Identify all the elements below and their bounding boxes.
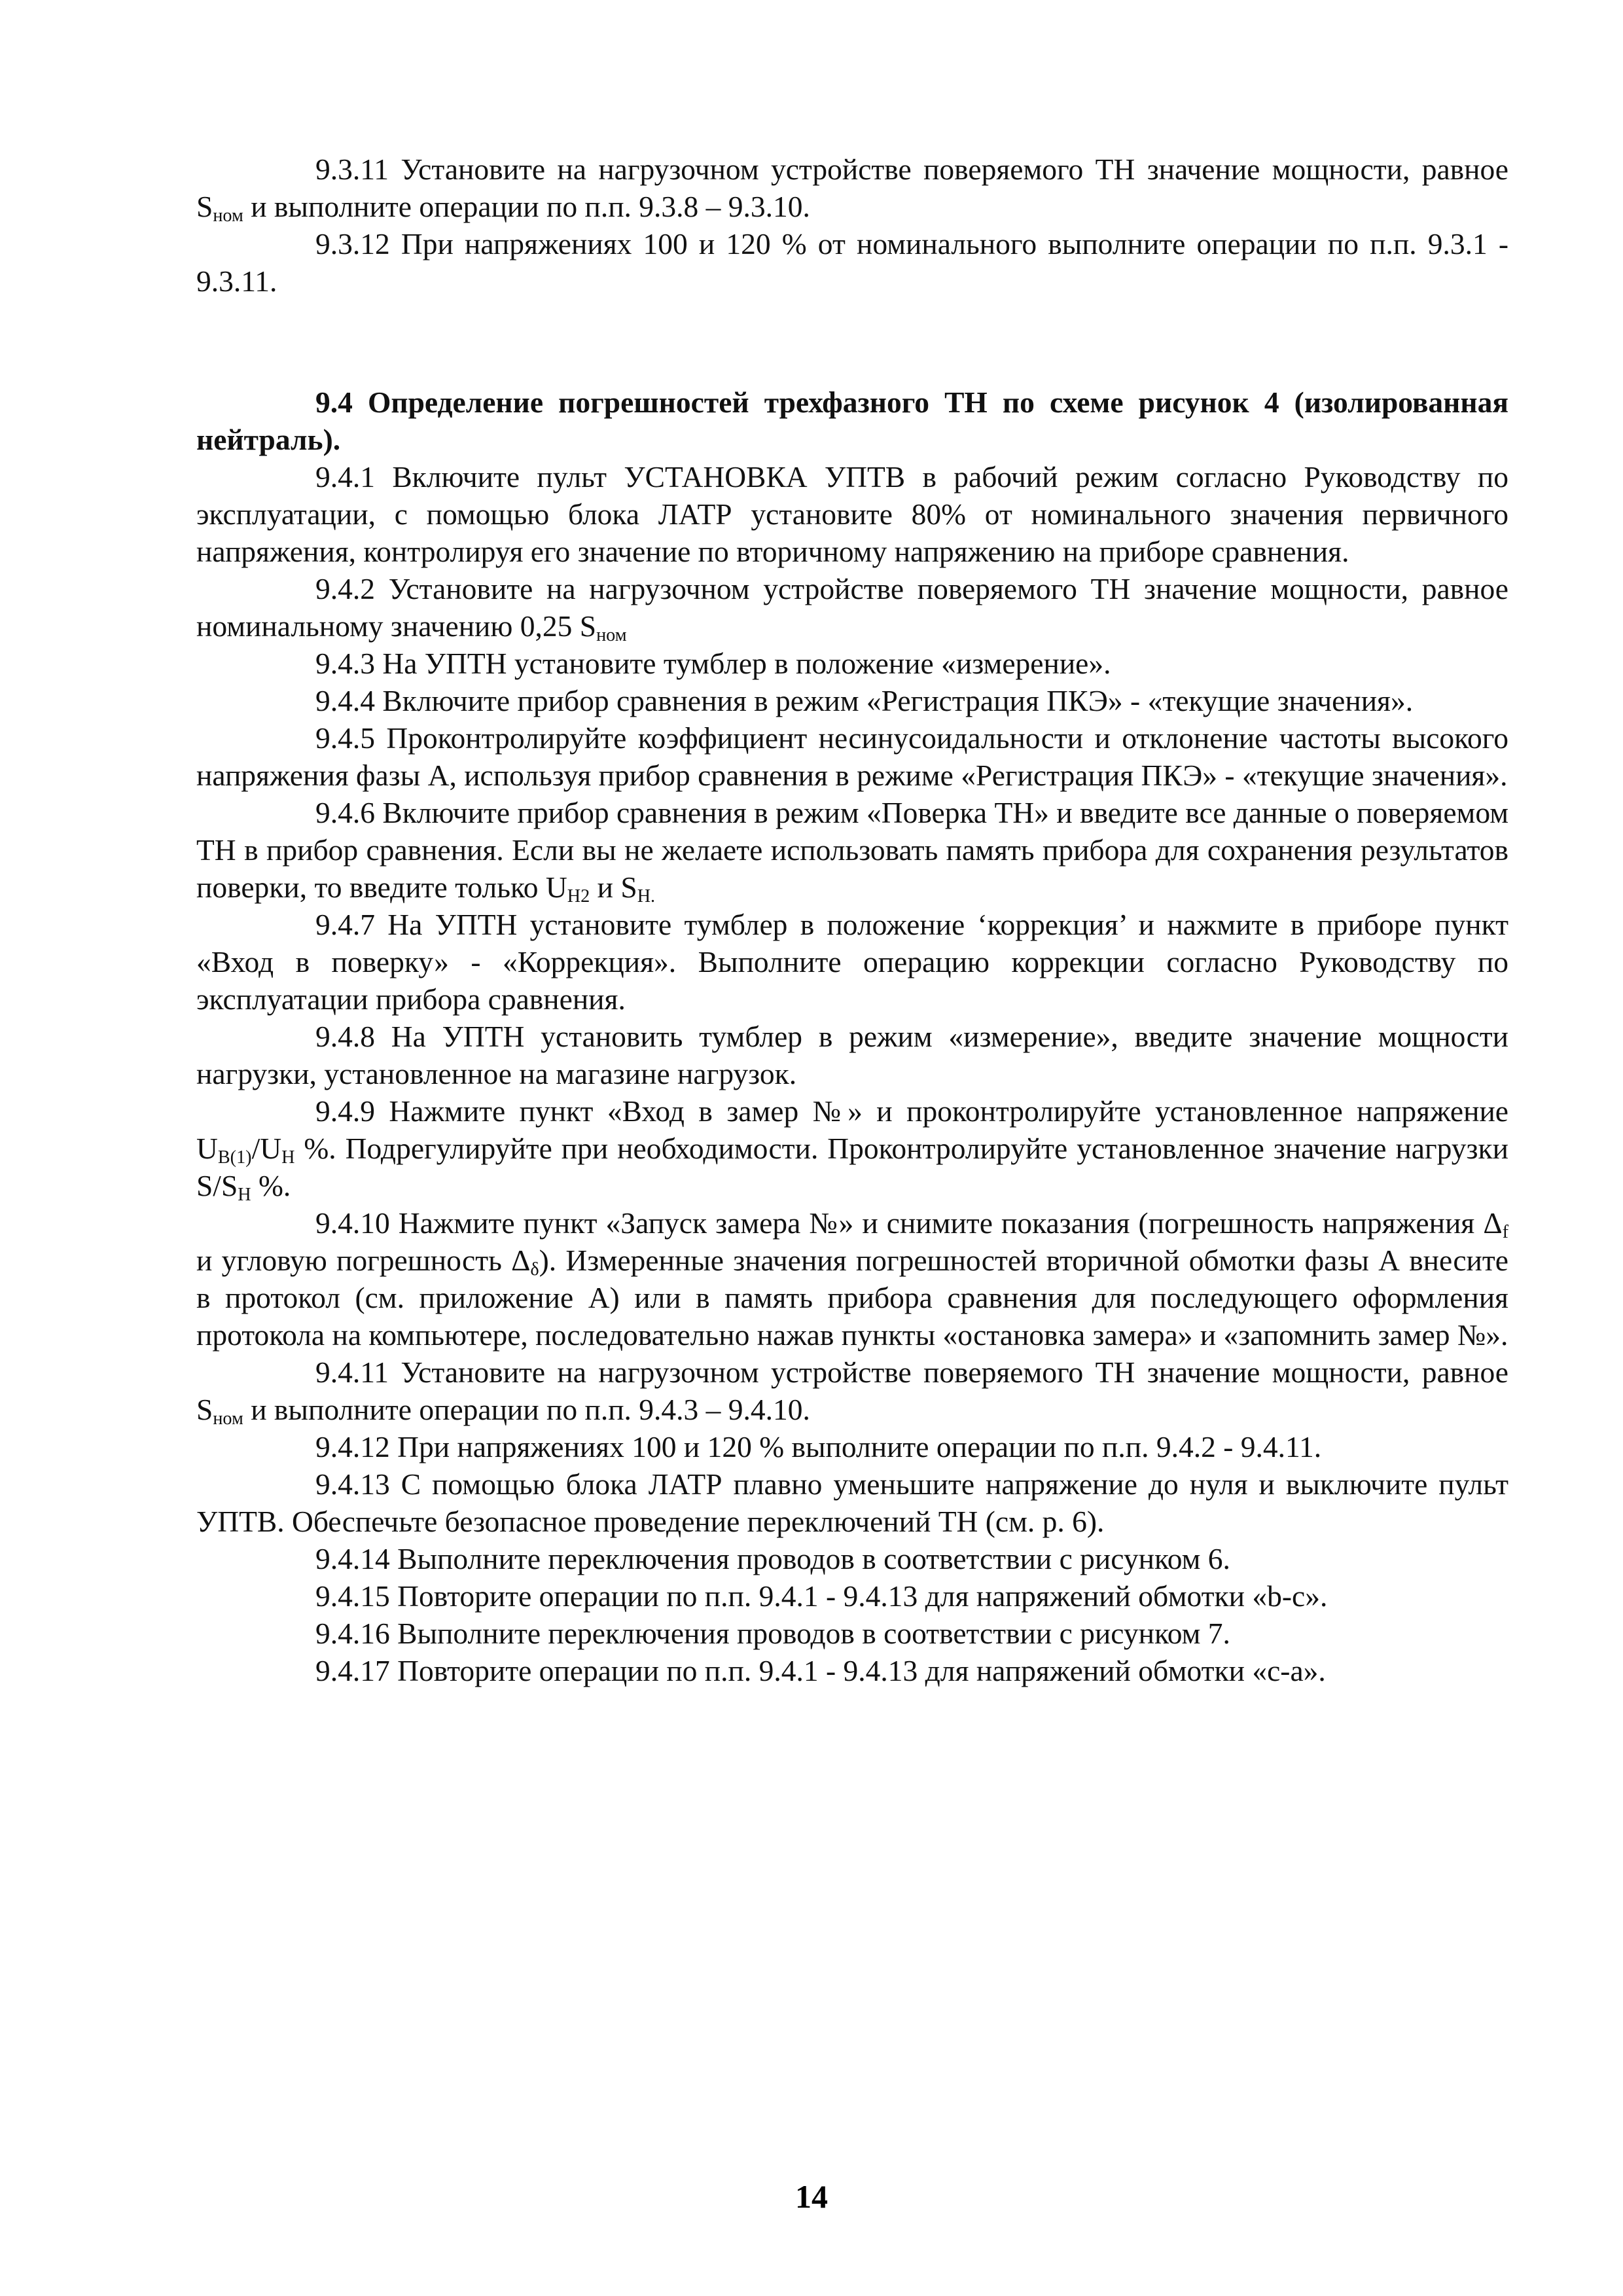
paragraph-9-3-11: 9.3.11 Установите на нагрузочном устройстве поверяемого ТН значение мощности, равное $S_{ном}$ и выполните операции по п.п. 9.3.8 – 9.3.10. [196,152,1508,226]
paragraph-9-4-7: 9.4.7 На УПТН установите тумблер в положение ‘коррекция’ и нажмите в приборе пункт «Вход в поверку» - «Коррекция». Выполните операцию коррекции согласно Руководству по эксплуатации прибора сравнения. [196,908,1508,1016]
paragraph-9-4-12: 9.4.12 При напряжениях 100 и 120 % выполните операции по п.п. 9.4.2 - 9.4.11. [315,1430,1322,1463]
paragraph-9-4-10: 9.4.10 Нажмите пункт «Запуск замера №» и снимите показания (погрешность напряжения $\Delta_f$ и угловую погрешность $\Delta_\delta$). Измеренные значения погрешностей вторичной обмотки фазы А внесите в протокол (см. приложение А) или в память прибора сравнения для последующего оформления протокола на компьютере, последовательно нажав пункты «остановка замера» и «запомнить замер №». [196,1206,1508,1352]
paragraph-9-4-16: 9.4.16 Выполните переключения проводов в соответствии с рисунком 7. [315,1617,1230,1650]
paragraph-9-4-9: 9.4.9 Нажмите пункт «Вход в замер №» и проконтролируйте установленное напряжение $U_{В(1)}/U_Н$ %. Подрегулируйте при необходимости. Проконтролируйте установленное значение нагрузки $S/S_Н$ %. [196,1094,1508,1206]
document-body [196,151,1508,1689]
paragraph-9-4-13: 9.4.13 С помощью блока ЛАТР плавно уменьшите напряжение до нуля и выключите пульт УПТВ. Обеспечьте безопасное проведение переключений ТН (см. р. 6). [196,1467,1508,1538]
page-number: 14 [795,2178,828,2215]
paragraph-9-4-6: 9.4.6 Включите прибор сравнения в режим «Поверка ТН» и введите все данные о поверяемом ТН в прибор сравнения. Если вы не желаете использовать память прибора для сохранения результатов поверки, то введите только $U_{Н2}$ и $S_{Н.}$ [196,796,1508,907]
paragraph-9-4-17: 9.4.17 Повторите операции по п.п. 9.4.1 - 9.4.13 для напряжений обмотки «c-a». [315,1654,1326,1687]
paragraph-9-4-2: 9.4.2 Установите на нагрузочном устройстве поверяемого ТН значение мощности, равное номинальному значению 0,25 $S_{ном}$ [196,572,1508,646]
paragraph-9-4-8: 9.4.8 На УПТН установить тумблер в режим «измерение», введите значение мощности нагрузки, установленное на магазине нагрузок. [196,1020,1508,1090]
paragraph-9-4-5: 9.4.5 Проконтролируйте коэффициент несинусоидальности и отклонение частоты высокого напряжения фазы А, используя прибор сравнения в режиме «Регистрация ПКЭ» - «текущие значения». [196,721,1508,792]
paragraph-9-3-12: 9.3.12 При напряжениях 100 и 120 % от номинального выполните операции по п.п. 9.3.1 - 9.3.11. [196,227,1508,298]
paragraph-9-4-11: 9.4.11 Установите на нагрузочном устройстве поверяемого ТН значение мощности, равное $S_{ном}$ и выполните операции по п.п. 9.4.3 – 9.4.10. [196,1355,1508,1429]
paragraph-9-4-15: 9.4.15 Повторите операции по п.п. 9.4.1 - 9.4.13 для напряжений обмотки «b-c». [315,1579,1328,1613]
paragraph-9-4-14: 9.4.14 Выполните переключения проводов в соответствии с рисунком 6. [315,1542,1230,1575]
paragraph-9-4-1: 9.4.1 Включите пульт УСТАНОВКА УПТВ в рабочий режим согласно Руководству по эксплуатации, с помощью блока ЛАТР установите 80% от номинального значения первичного напряжения, контролируя его значение по вторичному напряжению на приборе сравнения. [196,460,1508,568]
paragraph-9-4-3: 9.4.3 На УПТН установите тумблер в положение «измерение». [315,647,1111,680]
section-heading-9-4: 9.4 Определение погрешностей трехфазного ТН по схеме рисунок 4 (изолированная нейтраль). [196,386,1508,456]
paragraph-9-4-4: 9.4.4 Включите прибор сравнения в режим «Регистрация ПКЭ» - «текущие значения». [315,684,1414,717]
